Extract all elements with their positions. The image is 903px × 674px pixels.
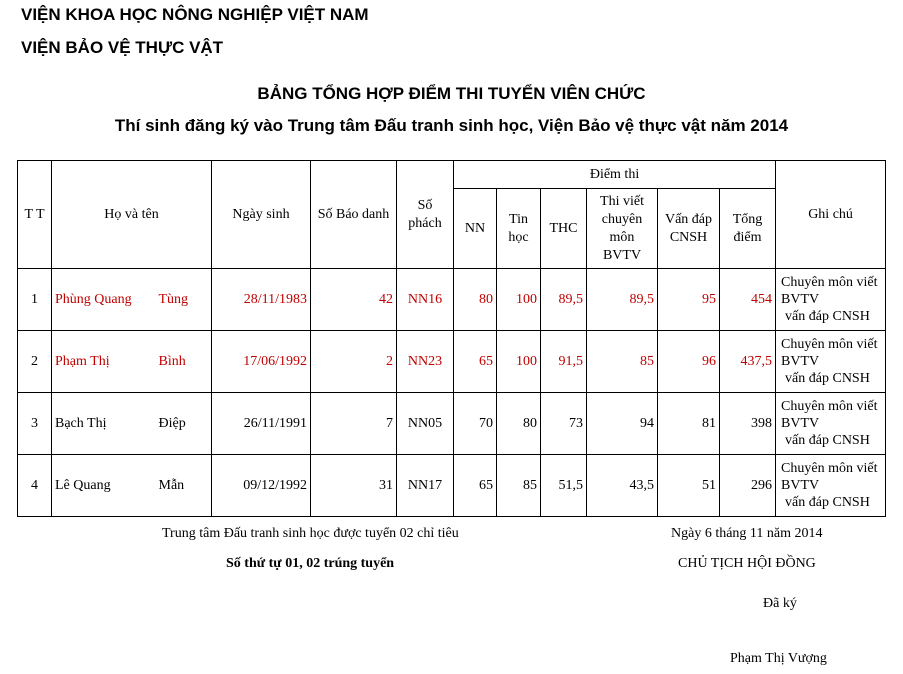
cell-tong: 454 <box>720 269 776 331</box>
note-line-2: BVTV <box>781 292 820 307</box>
note-line-3: vấn đáp CNSH <box>785 371 870 386</box>
cell-dob: 09/12/1992 <box>212 455 311 517</box>
note-line-3: vấn đáp CNSH <box>785 495 870 510</box>
cell-ten: Tùng <box>156 269 212 331</box>
header-tong: Tổng điểm <box>720 189 776 269</box>
cell-vandap: 51 <box>658 455 720 517</box>
document-subtitle: Thí sinh đăng ký vào Trung tâm Đấu tranh sinh học, Viện Bảo vệ thực vật năm 2014 <box>114 116 789 135</box>
cell-dob: 17/06/1992 <box>212 331 311 393</box>
cell-nn: 65 <box>454 455 497 517</box>
cell-dob: 28/11/1983 <box>212 269 311 331</box>
footer-signer: Phạm Thị Vượng <box>730 651 827 666</box>
cell-ho: Phạm Thị <box>52 331 156 393</box>
cell-vandap: 81 <box>658 393 720 455</box>
footer-result: Số thứ tự 01, 02 trúng tuyển <box>226 556 395 571</box>
cell-phach: NN16 <box>397 269 454 331</box>
table-row <box>18 455 886 517</box>
cell-nn: 80 <box>454 269 497 331</box>
cell-sbd: 31 <box>311 455 397 517</box>
header-ghichu: Ghi chú <box>776 161 886 269</box>
note-line-1: Chuyên môn viết <box>781 461 878 476</box>
cell-thc: 89,5 <box>541 269 587 331</box>
cell-tt: 1 <box>18 269 52 331</box>
footer-chair: CHỦ TỊCH HỘI ĐỒNG <box>678 556 816 571</box>
table-row <box>18 393 886 455</box>
cell-thiviet: 89,5 <box>587 269 658 331</box>
cell-phach: NN23 <box>397 331 454 393</box>
header-diemthi: Điểm thi <box>454 161 776 189</box>
footer-date: Ngày 6 tháng 11 năm 2014 <box>671 526 823 541</box>
note-line-3: vấn đáp CNSH <box>785 433 870 448</box>
cell-tinhoc: 85 <box>497 455 541 517</box>
cell-tong: 296 <box>720 455 776 517</box>
cell-tinhoc: 100 <box>497 331 541 393</box>
table-row <box>18 269 886 331</box>
cell-tong: 398 <box>720 393 776 455</box>
header-nn: NN <box>454 189 497 269</box>
cell-tt: 4 <box>18 455 52 517</box>
cell-ho: Phùng Quang <box>52 269 156 331</box>
document-title: BẢNG TỔNG HỢP ĐIỂM THI TUYỂN VIÊN CHỨC <box>257 84 646 103</box>
cell-tt: 2 <box>18 331 52 393</box>
cell-sbd: 2 <box>311 331 397 393</box>
header-vandap: Vấn đáp CNSH <box>658 189 720 269</box>
cell-tong: 437,5 <box>720 331 776 393</box>
cell-thiviet: 94 <box>587 393 658 455</box>
footer-quota: Trung tâm Đấu tranh sinh học được tuyển 02 chỉ tiêu <box>162 526 459 541</box>
cell-thiviet: 85 <box>587 331 658 393</box>
table-row <box>18 331 886 393</box>
org-line-institute: VIỆN KHOA HỌC NÔNG NGHIỆP VIỆT NAM <box>21 5 369 24</box>
cell-vandap: 96 <box>658 331 720 393</box>
header-thiviet: Thi viết chuyên môn BVTV <box>587 189 658 269</box>
cell-ho: Bạch Thị <box>52 393 156 455</box>
cell-ghichu <box>776 455 886 517</box>
cell-tinhoc: 100 <box>497 269 541 331</box>
cell-vandap: 95 <box>658 269 720 331</box>
header-sophach: Số phách <box>397 161 454 269</box>
header-thc: THC <box>541 189 587 269</box>
cell-thiviet: 43,5 <box>587 455 658 517</box>
header-tt: T T <box>18 161 52 269</box>
note-line-1: Chuyên môn viết <box>781 275 878 290</box>
cell-nn: 70 <box>454 393 497 455</box>
cell-ten: Mẫn <box>156 455 212 517</box>
note-line-1: Chuyên môn viết <box>781 337 878 352</box>
cell-ghichu <box>776 393 886 455</box>
header-dob: Ngày sinh <box>212 161 311 269</box>
cell-ho: Lê Quang <box>52 455 156 517</box>
cell-ghichu <box>776 331 886 393</box>
note-line-2: BVTV <box>781 478 820 493</box>
cell-sbd: 42 <box>311 269 397 331</box>
cell-ten: Bình <box>156 331 212 393</box>
note-line-1: Chuyên môn viết <box>781 399 878 414</box>
cell-nn: 65 <box>454 331 497 393</box>
score-table <box>17 160 886 517</box>
cell-ten: Điệp <box>156 393 212 455</box>
note-line-2: BVTV <box>781 354 820 369</box>
cell-phach: NN17 <box>397 455 454 517</box>
cell-tinhoc: 80 <box>497 393 541 455</box>
cell-sbd: 7 <box>311 393 397 455</box>
org-line-plant-protection: VIỆN BẢO VỆ THỰC VẬT <box>21 38 224 57</box>
note-line-2: BVTV <box>781 416 820 431</box>
cell-dob: 26/11/1991 <box>212 393 311 455</box>
header-tinhoc: Tin học <box>497 189 541 269</box>
cell-phach: NN05 <box>397 393 454 455</box>
footer-signed: Đã ký <box>763 596 797 611</box>
header-name: Họ và tên <box>52 161 212 269</box>
cell-tt: 3 <box>18 393 52 455</box>
cell-thc: 73 <box>541 393 587 455</box>
cell-ghichu <box>776 269 886 331</box>
cell-thc: 51,5 <box>541 455 587 517</box>
header-sbd: Số Báo danh <box>311 161 397 269</box>
cell-thc: 91,5 <box>541 331 587 393</box>
note-line-3: vấn đáp CNSH <box>785 309 870 324</box>
